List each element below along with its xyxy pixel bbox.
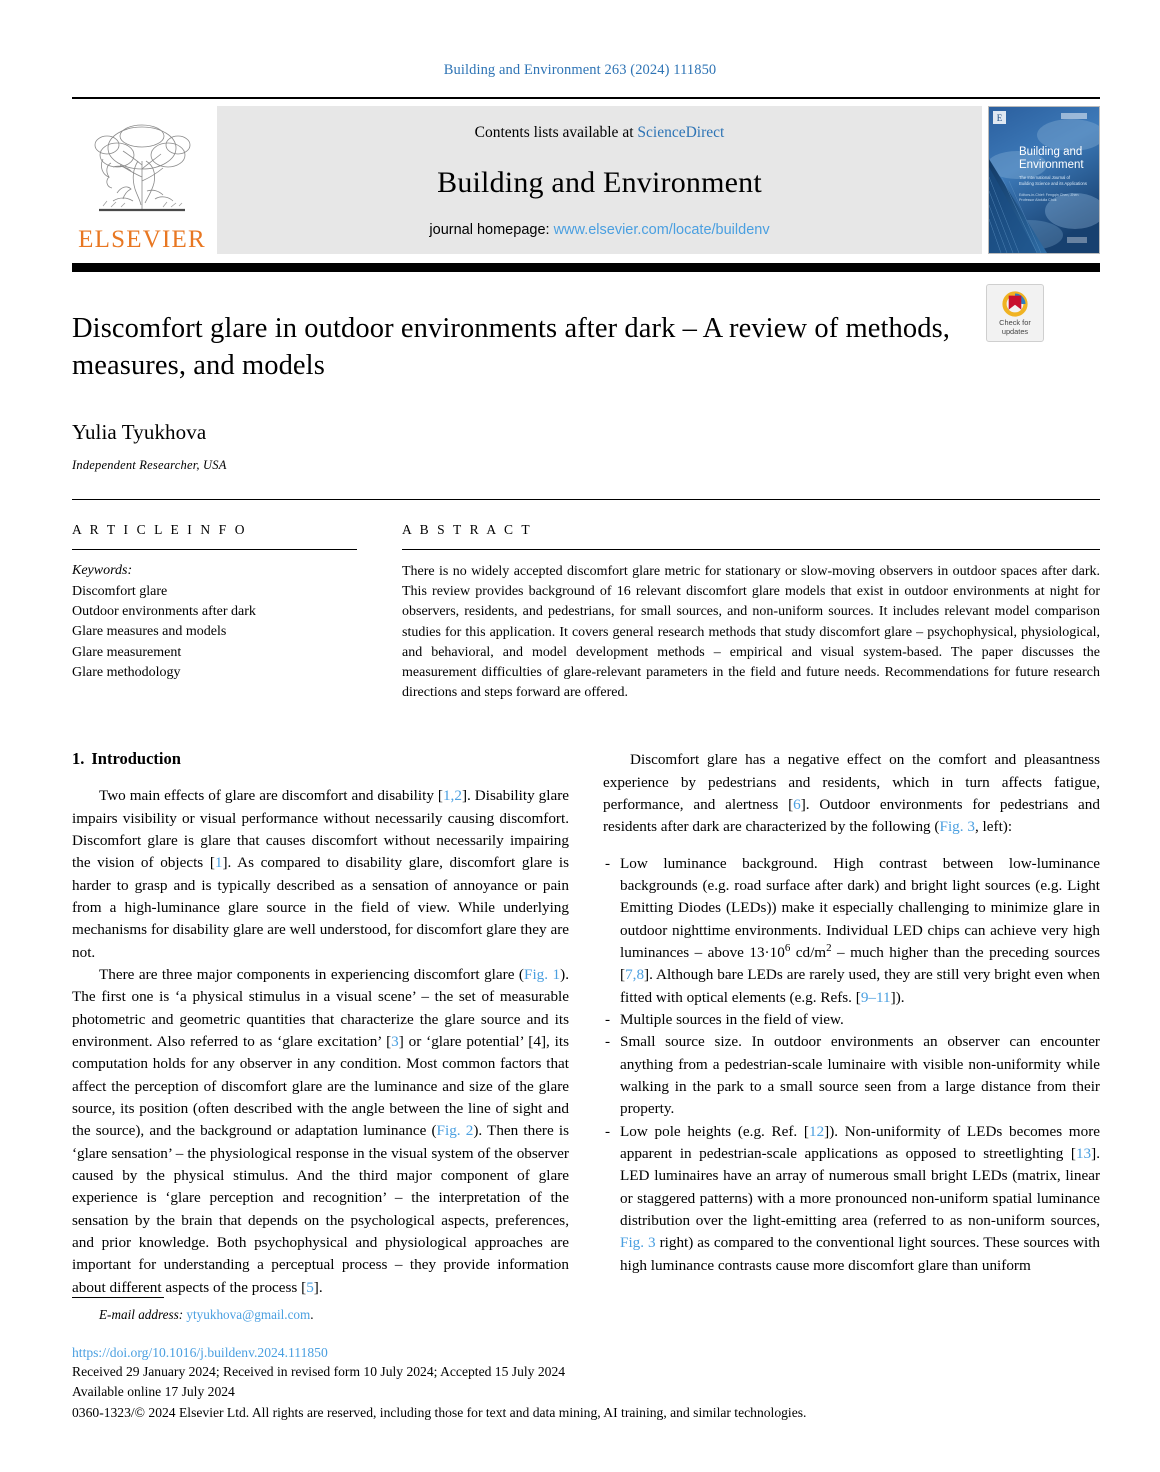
keyword-item: Glare methodology bbox=[72, 665, 181, 681]
body-column-left bbox=[72, 749, 569, 1299]
paragraph bbox=[603, 749, 1100, 838]
text-run: ). The first one is ‘a physical stimulus in a visual scene’ – the set of measurable photometric and geometric quantities that characterize the glare source and its environment. Also referred to as ‘glare excitation’ [ bbox=[72, 965, 570, 1050]
svg-text:E: E bbox=[996, 113, 1003, 123]
masthead-center bbox=[217, 106, 982, 254]
text-run: ). Then there is ‘glare sensation’ – the physiological response in the visual system of the observer caused by the physical stimulus. And the third major component of glare experience is ‘glare perception and recognition’ – the interpretation of the sensation by the brain that depends on the psychological aspects, preferences, and prior knowledge. Both psychophysical and physiological approaches are important for understanding a perceptual process – they provide information about different aspects of the process [ bbox=[72, 1122, 569, 1296]
svg-text:The International Journal of: The International Journal of bbox=[1019, 175, 1070, 180]
journal-cover-art bbox=[989, 107, 1099, 253]
crossmark-badge[interactable] bbox=[986, 284, 1044, 342]
list-item bbox=[603, 1031, 1100, 1120]
text-run: ]. Disability glare impairs visibility or visual performance without necessarily causing discomfort. Discomfort glare is glare that causes discomfort without necessarily impairing the vision of objects [ bbox=[72, 787, 569, 872]
citation-ref[interactable]: 9–11 bbox=[860, 988, 891, 1006]
text-run: ]). bbox=[890, 988, 905, 1006]
cover-title-line2: Environment bbox=[1019, 159, 1084, 171]
elsevier-tree-icon bbox=[83, 121, 201, 225]
text-run: – much higher than the preceding sources [ bbox=[620, 943, 1100, 984]
contents-prefix: Contents lists available at bbox=[474, 124, 638, 141]
list-item bbox=[603, 1009, 1100, 1031]
text-run: , left): bbox=[974, 818, 1013, 836]
masthead-black-bar bbox=[72, 263, 1100, 272]
text-run: Discomfort glare has a negative effect on the comfort and pleasantness experience by pedestrians and residents, which in turn affects fatigue, performance, and alertness [ bbox=[603, 751, 1100, 813]
citation-ref[interactable]: 6 bbox=[793, 795, 801, 813]
elsevier-wordmark: ELSEVIER bbox=[78, 226, 206, 253]
text-run: Small source size. In outdoor environments an observer can encounter anything from a pedestrian-scale luminaire with visible non-uniformity while walking in the park to a small source seen from a large distance from their property. bbox=[620, 1033, 1100, 1118]
text-run: ]. LED luminaires have an array of numerous small bright LEDs (matrix, linear or staggered patterns) with a more pronounced non-uniform spatial luminance distribution over the light-emitting area (referred to as non-uniform sources, bbox=[620, 1145, 1100, 1230]
text-run: ]. bbox=[313, 1278, 323, 1296]
body-columns bbox=[72, 749, 1100, 1299]
keywords-list bbox=[72, 561, 357, 684]
text-run: ]. Although bare LEDs are rarely used, they are still very bright even when fitted with optical elements (e.g. Refs. [ bbox=[620, 966, 1100, 1006]
text-run: Low pole heights (e.g. Ref. [ bbox=[620, 1122, 809, 1140]
info-abstract-row bbox=[72, 522, 1100, 703]
journal-cover-image bbox=[988, 106, 1100, 254]
author-name: Yulia Tyukhova bbox=[72, 420, 207, 445]
text-run: Low luminance background. High contrast between low-luminance backgrounds (e.g. road surface after dark) and bright light sources (e.g. Light Emitting Diodes (LEDs)) make it especially challenging to minimize glare in outdoor nighttime environments. Individual LED chips can achieve very high luminances – above 13·10 bbox=[620, 854, 1100, 961]
figure-ref[interactable]: Fig. 3 bbox=[620, 1234, 656, 1252]
copyright-line: 0360-1323/© 2024 Elsevier Ltd. All rights are reserved, including those for text and data mining, AI training, and similar technologies. bbox=[72, 1404, 807, 1420]
crossmark-icon bbox=[1001, 290, 1029, 318]
figure-ref[interactable]: Fig. 2 bbox=[436, 1122, 474, 1140]
citation-ref[interactable]: 12 bbox=[808, 1122, 825, 1140]
contents-line bbox=[227, 124, 972, 142]
list-item bbox=[603, 1121, 1100, 1277]
journal-masthead bbox=[72, 97, 1100, 254]
characteristics-list bbox=[603, 853, 1100, 1278]
available-online: Available online 17 July 2024 bbox=[72, 1384, 235, 1400]
citation-ref[interactable]: 13 bbox=[1075, 1145, 1092, 1163]
text-run: ]). Non-uniformity of LEDs becomes more apparent in pedestrian-scale applications as opposed to streetlighting [ bbox=[620, 1122, 1100, 1163]
paragraph bbox=[72, 964, 569, 1299]
svg-text:Editors-in-Chief: Fengqin Chen: Editors-in-Chief: Fengqin Chen, Zhen bbox=[1019, 193, 1079, 197]
keyword-item: Discomfort glare bbox=[72, 583, 168, 599]
author-affiliation: Independent Researcher, USA bbox=[72, 458, 227, 473]
corresponding-email bbox=[72, 1307, 1100, 1323]
cover-title-line1: Building and bbox=[1019, 146, 1083, 158]
svg-text:Professor Abdulla Chuk: Professor Abdulla Chuk bbox=[1019, 198, 1057, 202]
crossmark-line1: Check for bbox=[999, 317, 1031, 327]
section-heading bbox=[72, 749, 569, 769]
figure-ref[interactable]: Fig. 1 bbox=[524, 965, 561, 983]
citation-ref[interactable]: 1 bbox=[214, 854, 223, 872]
citation-ref[interactable]: 5 bbox=[306, 1278, 314, 1296]
homepage-prefix: journal homepage: bbox=[429, 222, 554, 238]
crossmark-text bbox=[999, 319, 1031, 336]
text-run: cd/m bbox=[790, 943, 827, 961]
elsevier-logo bbox=[72, 106, 212, 254]
journal-title: Building and Environment bbox=[437, 166, 762, 199]
text-run: ]. As compared to disability glare, discomfort glare is harder to grasp and is typically described as a sensation of annoyance or pain from a high-luminance glare source in the field of view. While underlying mechanisms for disability glare are well understood, for discomfort glare they are not. bbox=[72, 854, 570, 961]
sciencedirect-link[interactable]: ScienceDirect bbox=[637, 124, 725, 141]
keyword-item: Glare measurement bbox=[72, 644, 182, 660]
text-run: Multiple sources in the field of view. bbox=[620, 1010, 844, 1028]
article-info-column bbox=[72, 522, 357, 703]
text-run: ] or ‘glare potential’ [4], its computation holds for any observer in any condition. Most common factors that affect the perception of discomfort glare are the luminance and size of the glare source, its position (often described with the angle between the line of sight and the source), and the background or adaptation luminance ( bbox=[72, 1032, 570, 1140]
crossmark-line2: updates bbox=[1001, 326, 1029, 336]
footnote-rule bbox=[72, 1297, 164, 1298]
abstract-label: A B S T R A C T bbox=[402, 522, 533, 538]
journal-homepage-line bbox=[227, 222, 972, 238]
keywords-heading: Keywords: bbox=[72, 563, 133, 579]
keyword-item: Outdoor environments after dark bbox=[72, 603, 256, 619]
section-title: Introduction bbox=[91, 749, 181, 769]
received-dates: Received 29 January 2024; Received in revised form 10 July 2024; Accepted 15 July 2024 bbox=[72, 1364, 566, 1380]
email-label: E-mail address: bbox=[99, 1307, 184, 1323]
abstract-rule bbox=[402, 549, 1100, 550]
journal-homepage-link[interactable]: www.elsevier.com/locate/buildenv bbox=[553, 222, 770, 238]
text-run: Two main effects of glare are discomfort and disability [ bbox=[99, 787, 443, 805]
text-run: right) as compared to the conventional light sources. These sources with high luminance contrasts cause more discomfort glare than uniform bbox=[620, 1234, 1101, 1274]
header-divider-rule bbox=[72, 499, 1100, 500]
citation-ref[interactable]: 1,2 bbox=[442, 787, 462, 805]
email-link[interactable]: ytyukhova@gmail.com bbox=[186, 1307, 311, 1323]
citation-ref[interactable]: 3 bbox=[391, 1032, 399, 1050]
article-info-label: A R T I C L E I N F O bbox=[72, 522, 248, 538]
section-number: 1. bbox=[72, 749, 85, 769]
svg-text:Building Science and its Appli: Building Science and its Applications bbox=[1019, 181, 1087, 186]
list-item bbox=[603, 853, 1100, 1009]
superscript: 6 bbox=[784, 941, 791, 954]
figure-ref[interactable]: Fig. 3 bbox=[939, 818, 975, 836]
text-run: There are three major components in experiencing discomfort glare ( bbox=[99, 965, 524, 983]
keyword-item: Glare measures and models bbox=[72, 624, 227, 640]
running-head: Building and Environment 263 (2024) 111850 bbox=[443, 62, 717, 78]
page-title: Discomfort glare in outdoor environments after dark – A review of methods, measures, and models bbox=[72, 313, 951, 382]
page-footer bbox=[72, 1297, 1100, 1422]
text-run: ]. Outdoor environments for pedestrians and residents after dark are characterized by the following ( bbox=[603, 795, 1100, 836]
superscript: 2 bbox=[826, 941, 832, 954]
abstract-column bbox=[402, 522, 1100, 703]
citation-ref[interactable]: 7,8 bbox=[625, 966, 645, 984]
body-column-right bbox=[603, 749, 1100, 1299]
email-period: . bbox=[310, 1307, 314, 1323]
abstract-text: There is no widely accepted discomfort glare metric for stationary or slow-moving observers in outdoor spaces after dark. This review provides background of 16 relevant discomfort glare models that exist in outdoor environments at night for observers, residents, and pedestrians, for small sources, and non-uniform sources. It includes relevant model comparison studies for this application. It covers general research methods that study discomfort glare – psychophysical, physiological, and behavioral, and model development methods – empirical and visual system-based. The paper discusses the measurement difficulties of glare-relevant parameters in the field and future needs. Recommendations for future research directions and steps forward are offered. bbox=[402, 564, 1100, 701]
doi-link[interactable]: https://doi.org/10.1016/j.buildenv.2024.111850 bbox=[72, 1345, 328, 1361]
article-info-rule bbox=[72, 549, 357, 550]
paragraph bbox=[72, 785, 569, 964]
title-block bbox=[72, 310, 1100, 473]
